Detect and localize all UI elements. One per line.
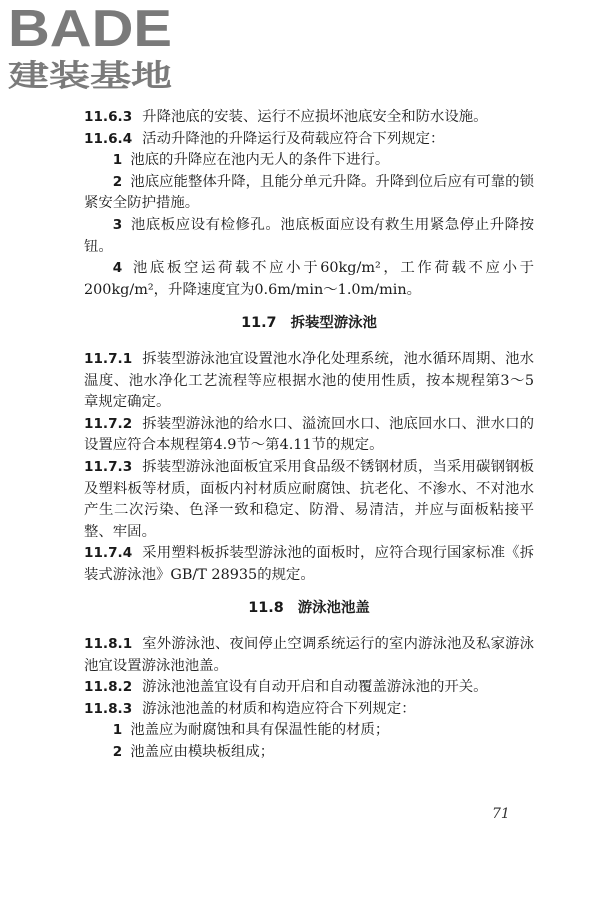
list-item: 2 池盖应由模块板组成； [112, 744, 275, 761]
list-item: 3 池底板应设有检修孔。池底板面应设有救生用紧急停止升降按钮。 [84, 216, 534, 255]
bade-logo [6, 2, 176, 94]
page-number: 71 [492, 806, 510, 822]
clause-11-6-3: 11.6.3 升降池底的安装、运行不应损坏池底安全和防水设施。 [84, 109, 488, 125]
clause-11-7-1: 11.7.1 拆装型游泳池宜设置池水净化处理系统，池水循环周期、池水温度、池水净化工艺流程等应根据水池的使用性质，按本规程第3～5章规定确定。 [84, 350, 534, 411]
logo-primary: BADE [8, 2, 172, 58]
clause-11-8-2: 11.8.2 游泳池池盖宜设有自动开启和自动覆盖游泳池的开关。 [84, 679, 488, 696]
list-item: 4 池底板空运荷载不应小于60kg/m²，工作荷载不应小于200kg/m²，升降速度宜为0.6m/min～1.0m/min。 [84, 260, 534, 298]
list-item: 1 池盖应为耐腐蚀和具有保温性能的材质； [112, 722, 390, 739]
document-body [84, 107, 534, 764]
section-heading-11-7: 11.7 拆装型游泳池 [241, 315, 377, 332]
clause-11-7-4: 11.7.4 采用塑料板拆装型游泳池的面板时，应符合现行国家标准《拆装式游泳池》GB/T 28935的规定。 [84, 545, 534, 583]
list-item: 2 池底应能整体升降，且能分单元升降。升降到位后应有可靠的锁紧安全防护措施。 [84, 173, 534, 212]
section-heading-11-8: 11.8 游泳池池盖 [248, 600, 370, 617]
clause-11-7-3: 11.7.3 拆装型游泳池面板宜采用食品级不锈钢材质，当采用碳钢钢板及塑料板等材质，面板内衬材质应耐腐蚀、抗老化、不渗水、不对池水产生二次污染、色泽一致和稳定、防滑、易清洁，并应与面板粘接平整、牢固。 [84, 458, 534, 540]
clause-11-7-2: 11.7.2 拆装型游泳池的给水口、溢流回水口、池底回水口、泄水口的设置应符合本规程第4.9节～第4.11节的规定。 [84, 415, 534, 454]
logo-secondary: 建装基地 [8, 59, 172, 94]
clause-11-8-1: 11.8.1 室外游泳池、夜间停止空调系统运行的室内游泳池及私家游泳池宜设置游泳池池盖。 [84, 636, 534, 674]
list-item: 1 池底的升降应在池内无人的条件下进行。 [112, 152, 390, 169]
clause-11-6-4: 11.6.4 活动升降池的升降运行及荷载应符合下列规定： [84, 130, 445, 147]
clause-11-8-3: 11.8.3 游泳池池盖的材质和构造应符合下列规定： [84, 700, 416, 717]
